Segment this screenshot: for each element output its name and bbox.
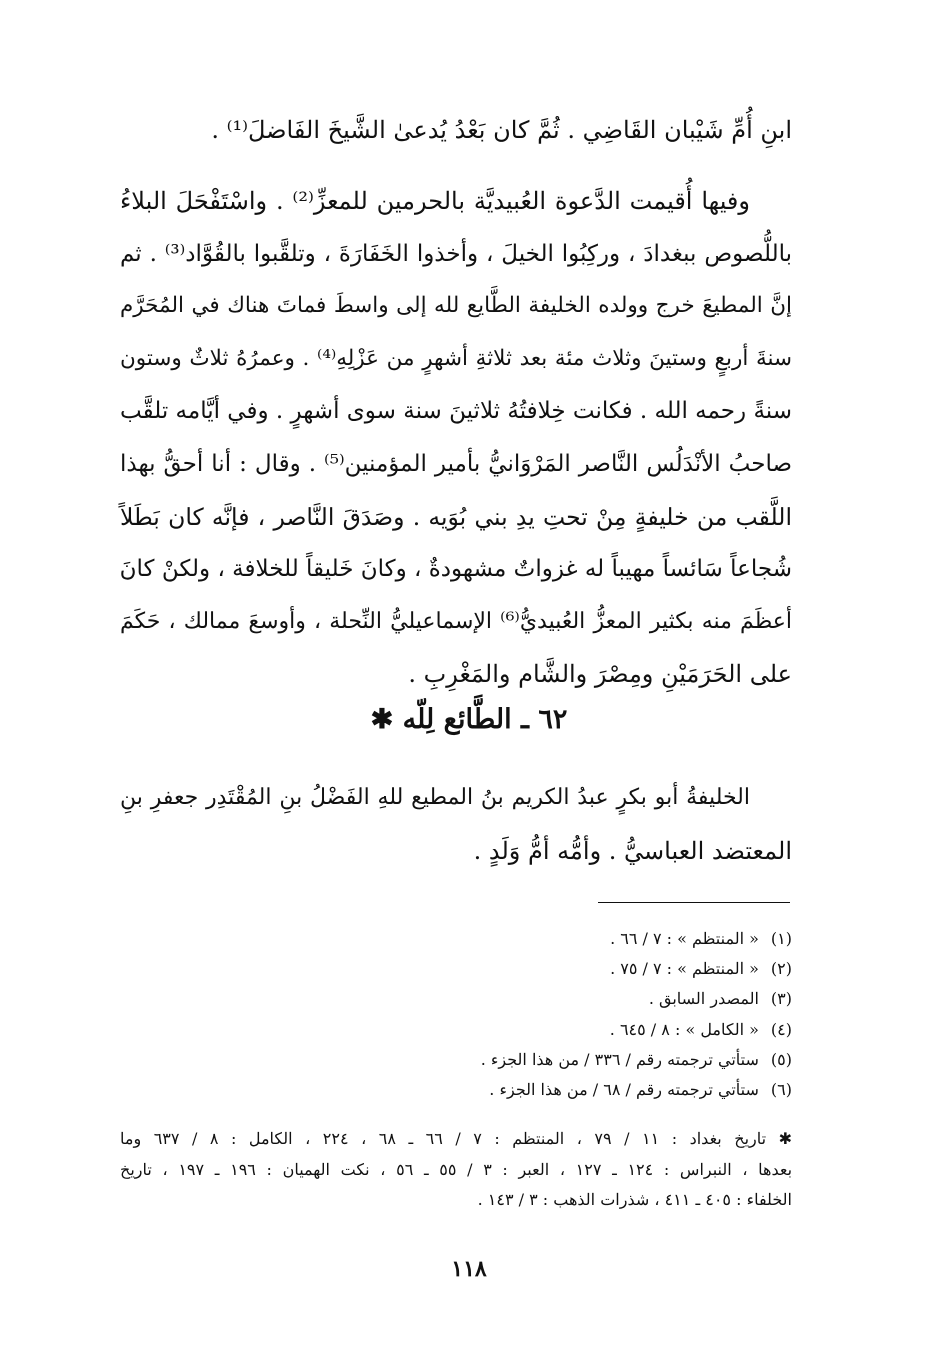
paragraph-opening-line [120,104,792,157]
text-line: صاحبُ الأنْدَلُس النَّاصر المَرْوَانيُّ بأمير المؤمنين⁽⁵⁾ . وقال : أنا أحقُّ بهذا [120,450,792,477]
footnote-item [120,1075,792,1105]
text-line: اللَّقب من خليفةٍ مِنْ تحتِ يدِ بني بُوَيه . وصَدَقَ النَّاصر ، فإنَّه كان بَطَلاً [120,502,792,531]
paragraph-main [120,175,792,701]
text-line: شُجاعاً سَائساً مهيباً له غزواتٌ مشهودةٌ ، وكانَ خَليقاً للخلافة ، ولكنْ كانَ [119,556,792,583]
footnote-separator [598,902,790,903]
footnote-text: « الكامل » : ٨ / ٦٤٥ . [609,1019,759,1039]
source-line: ✱ تاريخ بغداد : ١١ / ٧٩ ، المنتظم : ٧ / ٦٦ ـ ٦٨ ، ٢٢٤ ، الكامل : ٨ / ٦٣٧ وما [120,1129,793,1148]
text-line: على الحَرَمَيْنِ ومِصْرَ والشَّام والمَغْرِبِ . [408,660,792,689]
footnote-number: (٢) [770,959,792,979]
source-references [120,1124,792,1216]
text-line: إنَّ المطيعَ خرج وولده الخليفة الطَّايع لله إلى واسطَ فماتَ هناك في المُحَرَّم [120,293,792,319]
text-line: وفيها أُقيمت الدَّعوة العُبيديَّة بالحرمين للمعزِّ⁽²⁾ . واسْتَفْحَلَ البلاءُ [120,187,750,215]
text-line: سنةً رحمه الله . فكانت خِلافتُهُ ثلاثينَ سنة سوى أشهرٍ . وفي أيَّامه تلقَّب [120,398,792,425]
text-line: سنةَ أربعٍ وستينَ وثلاث مئة بعد ثلاثةِ أشهرٍ من عَزْلِهِ⁽⁴⁾ . وعمرُهُ ثلاثٌ وستون [120,345,792,371]
source-line: بعدها ، النبراس : ١٢٤ ـ ١٢٧ ، العبر : ٣ / ٥٥ ـ ٥٦ ، نكت الهميان : ١٩٦ ـ ١٩٧ ، تاريخ [120,1159,793,1179]
paragraph-biography [120,772,792,877]
footnote-item [120,954,792,984]
text-line: الخليفةُ أبو بكرٍ عبدُ الكريم بنُ المطيع للهِ الفَضْلُ بنِ المُقْتَدِر جعفرِ بنِ [120,785,750,810]
text-line: أعظَمَ منه بكثير المعزُّ العُبيديُّ⁽⁶⁾ الإسماعيليُّ النِّحلة ، وأوسعَ ممالك ، حَكَمَ [120,608,792,634]
page-number: ١١٨ [451,1256,487,1282]
footnote-number: (٥) [770,1049,792,1069]
footnote-item [120,924,792,954]
footnote-number: (٦) [770,1079,792,1099]
footnote-text: المصدر السابق . [648,989,759,1009]
text-line: باللُّصوص ببغدادَ ، وركِبُوا الخيلَ ، وأخذوا الخَفَارَةَ ، وتلقَّبوا بالقُوَّاد⁽³⁾ . ثم [120,240,792,267]
footnote-number: (٤) [770,1019,792,1039]
footnote-text: « المنتظم » : ٧ / ٦٦ . [610,929,759,948]
footnote-text: ستأتي ترجمته رقم / ٣٣٦ / من هذا الجزء . [480,1049,759,1069]
footnotes [120,924,792,1105]
footnote-number: (١) [770,929,792,948]
footnote-item [120,1045,792,1075]
footnote-item [120,984,792,1014]
source-line: الخلفاء : ٤٠٥ ـ ٤١١ ، شذرات الذهب : ٣ / ١٤٣ . [477,1190,792,1210]
footnote-item [120,1015,792,1045]
footnote-text: « المنتظم » : ٧ / ٧٥ . [610,959,759,979]
text-line: المعتضد العباسيُّ . وأمُّه أمُّ وَلَدٍ . [473,836,792,865]
text-line: ابنِ أُمِّ شَيْبان القَاضِي . ثُمَّ كان بَعْدُ يُدعىٰ الشَّيخَ الفَاضلَ⁽¹⁾ . [211,116,792,144]
section-heading: ٦٢ ـ الطَّائع لِلّه ✱ [370,704,568,735]
footnote-number: (٣) [770,989,792,1009]
footnote-text: ستأتي ترجمته رقم / ٦٨ / من هذا الجزء . [489,1079,759,1099]
